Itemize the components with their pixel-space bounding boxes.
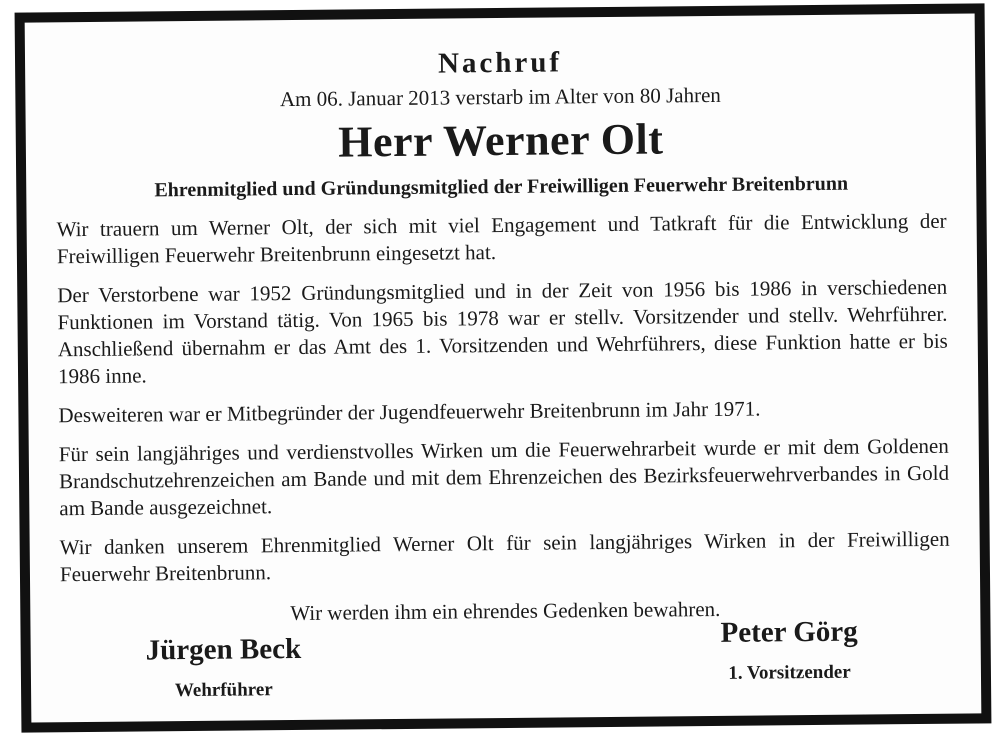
- death-date-line: Am 06. Januar 2013 verstarb im Alter von 80 Jahren: [279, 82, 721, 112]
- paragraph-youth-fire-brigade: Desweiteren war er Mitbegründer der Jugendfeuerwehr Breitenbrunn im Jahr 1971.: [58, 396, 761, 428]
- obituary-frame: [15, 3, 992, 732]
- paragraph-career: Der Verstorbene war 1952 Gründungsmitglied und in der Zeit von 1956 bis 1986 in verschiedenen Funktionen im Vorstand tätig. Von 1965 bis 1978 war er stellv. Vorsitzender und stellv. Wehrführer. Anschließend übernahm er das Amt des 1. Vorsitzenden und Wehrführers, diese Funktion hatte er bis 1986 inne.: [57, 274, 948, 389]
- signatory-name: Peter Görg: [720, 615, 858, 649]
- closing-line: Wir werden ihm ein ehrendes Gedenken bewahren.: [290, 596, 721, 626]
- deceased-name: Herr Werner Olt: [337, 114, 664, 167]
- paragraph-tribute: Wir trauern um Werner Olt, der sich mit viel Engagement und Tatkraft für die Entwicklung der Freiwilligen Feuerwehr Breitenbrunn eingesetzt hat.: [56, 208, 947, 269]
- signatory-title: Wehrführer: [174, 679, 273, 702]
- obituary-title: Nachruf: [437, 46, 563, 80]
- signatory-name: Jürgen Beck: [145, 632, 302, 667]
- deceased-role: Ehrenmitglied und Gründungsmitglied der Freiwilligen Feuerwehr Breitenbrunn: [154, 172, 849, 202]
- signatory-title: 1. Vorsitzender: [728, 661, 851, 684]
- signature-right: [720, 615, 858, 686]
- signature-left: [146, 632, 302, 703]
- paragraph-awards: Für sein langjähriges und verdienstvolles Wirken um die Feuerwehrarbeit wurde er mit dem Goldenen Brandschutzehrenzeichen am Bande und mit dem Ehrenzeichen des Bezirksfeuerwehrverbandes in Gold am Bande ausgezeichnet.: [58, 433, 950, 521]
- paragraph-thanks: Wir danken unserem Ehrenmitglied Werner Olt für sein langjähriges Wirken in der Freiwilligen Feuerwehr Breitenbrunn.: [59, 526, 950, 587]
